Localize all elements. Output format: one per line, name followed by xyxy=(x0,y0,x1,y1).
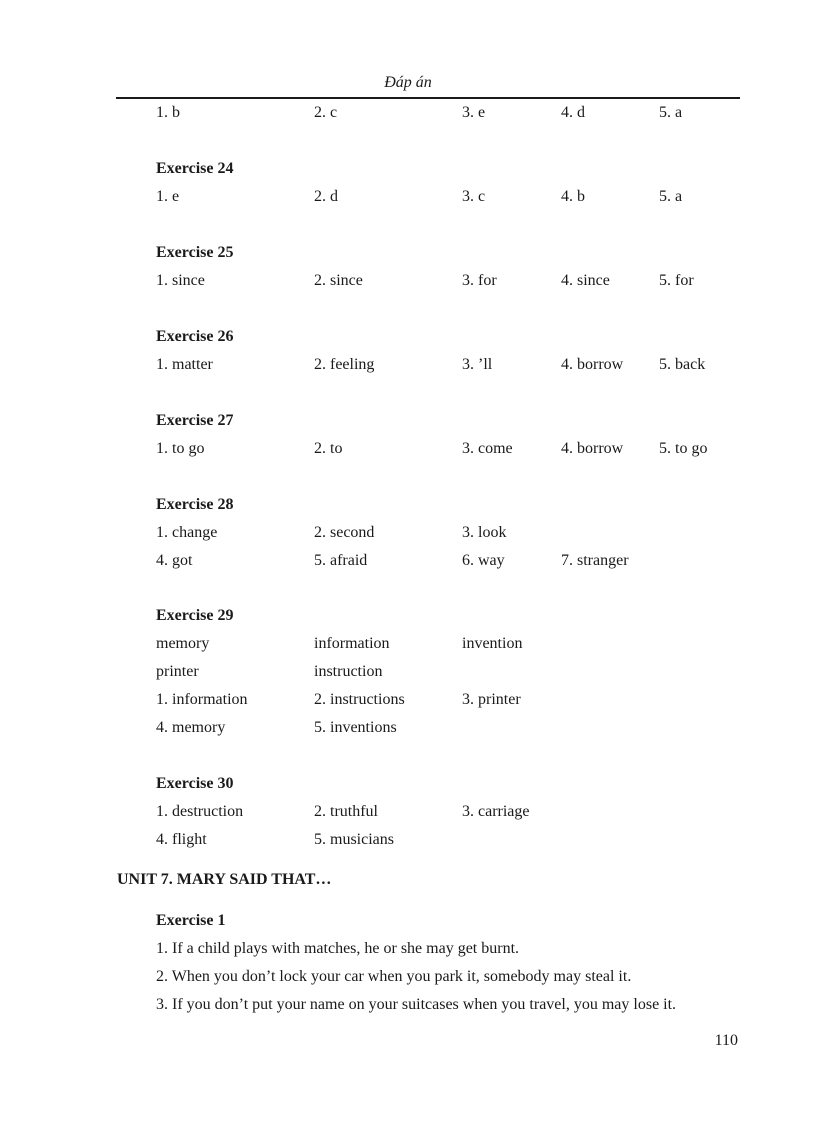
answer-cell: 4. b xyxy=(561,188,585,205)
answer-row xyxy=(0,522,816,544)
answer-cell: 2. to xyxy=(314,440,343,457)
answer-cell: 4. since xyxy=(561,272,610,289)
answer-row xyxy=(0,438,816,460)
answer-cell: 2. feeling xyxy=(314,356,375,373)
exercise-heading: Exercise 28 xyxy=(156,496,234,513)
answer-cell: 5. a xyxy=(659,188,683,205)
answer-cell: 3. ’ll xyxy=(462,356,493,373)
page-number: 110 xyxy=(714,1032,738,1049)
answer-row xyxy=(0,717,816,739)
answer-cell: 1. since xyxy=(156,272,205,289)
answer-cell: 1. matter xyxy=(156,356,213,373)
answer-row xyxy=(0,801,816,823)
answer-cell: 1. destruction xyxy=(156,803,244,820)
answer-cell: instruction xyxy=(314,663,383,680)
answer-cell: 2. d xyxy=(314,188,338,205)
answer-cell: 5. back xyxy=(659,356,706,373)
answer-cell: 4. d xyxy=(561,104,585,121)
answer-cell: 5. for xyxy=(659,272,694,289)
answer-row xyxy=(0,186,816,208)
answer-cell: 5. inventions xyxy=(314,719,397,736)
exercise-heading: Exercise 30 xyxy=(156,775,234,792)
answer-sentence: 2. When you don’t lock your car when you park it, somebody may steal it. xyxy=(156,968,632,985)
answer-cell: 6. way xyxy=(462,552,505,569)
exercise-heading: Exercise 26 xyxy=(156,328,234,345)
answer-row xyxy=(0,633,816,655)
answer-cell: 7. stranger xyxy=(561,552,629,569)
exercise-heading: Exercise 25 xyxy=(156,244,234,261)
answer-cell: 2. c xyxy=(314,104,338,121)
answer-row xyxy=(0,829,816,851)
answer-cell: 3. for xyxy=(462,272,497,289)
answer-cell: memory xyxy=(156,635,210,652)
answer-cell: 3. printer xyxy=(462,691,521,708)
answer-sentence: 1. If a child plays with matches, he or she may get burnt. xyxy=(156,940,520,957)
exercise-heading: Exercise 27 xyxy=(156,412,234,429)
answer-cell: 3. look xyxy=(462,524,507,541)
answer-cell: 1. information xyxy=(156,691,248,708)
answer-cell: 4. memory xyxy=(156,719,226,736)
answer-cell: 2. since xyxy=(314,272,363,289)
answer-row xyxy=(0,102,816,124)
answer-cell: information xyxy=(314,635,390,652)
answer-cell: 1. b xyxy=(156,104,180,121)
unit-heading: UNIT 7. MARY SAID THAT… xyxy=(117,871,332,888)
answer-sentence: 3. If you don’t put your name on your suitcases when you travel, you may lose it. xyxy=(156,996,677,1013)
answer-cell: printer xyxy=(156,663,199,680)
answer-cell: 5. a xyxy=(659,104,683,121)
answer-row xyxy=(0,661,816,683)
answer-cell: 4. borrow xyxy=(561,440,624,457)
answer-cell: 4. got xyxy=(156,552,193,569)
answer-cell: 3. come xyxy=(462,440,513,457)
answer-cell: 1. change xyxy=(156,524,218,541)
answer-cell: 4. flight xyxy=(156,831,207,848)
answer-cell: 2. second xyxy=(314,524,375,541)
answer-cell: 2. instructions xyxy=(314,691,405,708)
exercise-heading: Exercise 24 xyxy=(156,160,234,177)
answer-cell: 5. to go xyxy=(659,440,708,457)
exercise-heading: Exercise 29 xyxy=(156,607,234,624)
answer-cell: invention xyxy=(462,635,523,652)
answer-cell: 5. afraid xyxy=(314,552,368,569)
page-header-title: Đáp án xyxy=(384,74,432,91)
answer-row xyxy=(0,550,816,572)
answer-cell: 2. truthful xyxy=(314,803,378,820)
answer-row xyxy=(0,354,816,376)
answer-cell: 1. to go xyxy=(156,440,205,457)
answer-row xyxy=(0,270,816,292)
answer-cell: 3. e xyxy=(462,104,486,121)
answer-row xyxy=(0,689,816,711)
answer-cell: 5. musicians xyxy=(314,831,394,848)
exercise-heading: Exercise 1 xyxy=(156,912,226,929)
answer-cell: 1. e xyxy=(156,188,180,205)
answer-cell: 4. borrow xyxy=(561,356,624,373)
answer-cell: 3. carriage xyxy=(462,803,530,820)
answer-cell: 3. c xyxy=(462,188,486,205)
